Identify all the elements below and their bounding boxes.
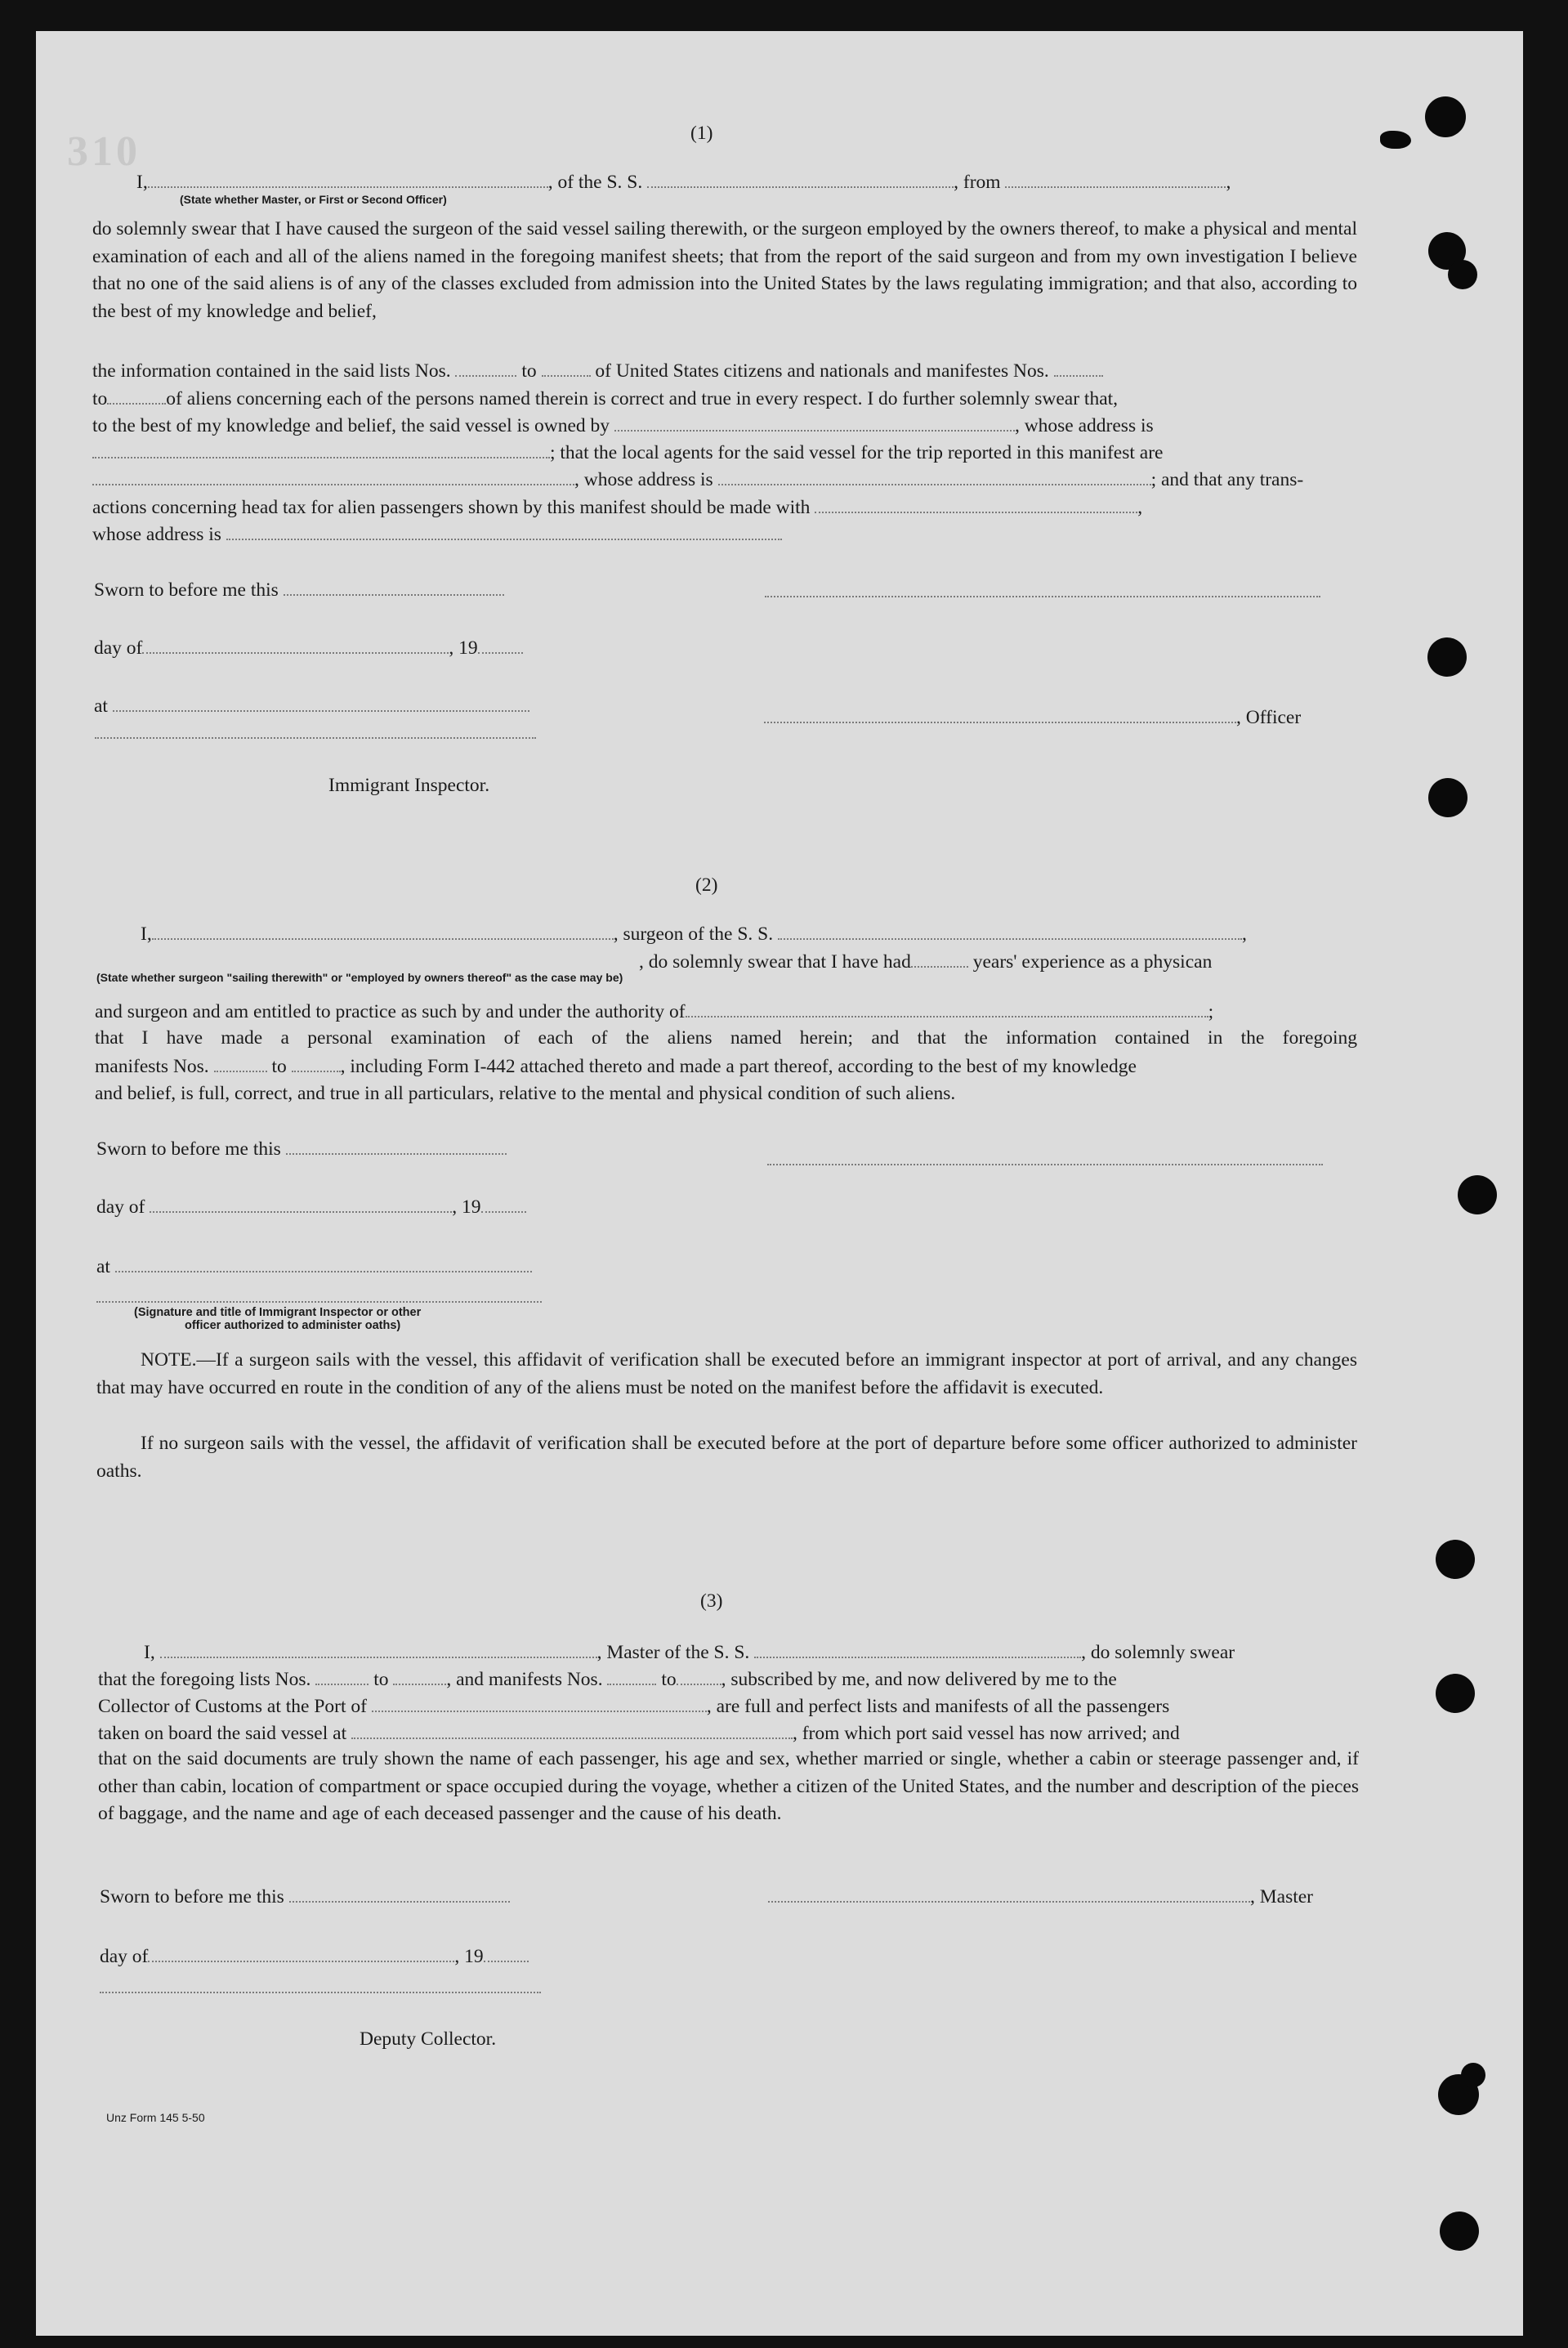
s2-line-6: and belief, is full, correct, and true in all particulars, relative to the mental and physical condition of such aliens. bbox=[95, 1083, 956, 1104]
s1-day-of-label: day of bbox=[94, 637, 143, 659]
s1-officer-label: , Officer bbox=[1236, 707, 1302, 728]
document-sheet bbox=[36, 31, 1523, 2336]
punch-hole bbox=[1380, 131, 1411, 149]
owner-field[interactable] bbox=[614, 429, 1015, 432]
s3-manifests-label: , and manifests Nos. bbox=[446, 1669, 603, 1690]
s1-at-label: at bbox=[94, 695, 108, 717]
s2-signature-note-1: (Signature and title of Immigrant Inspector or other bbox=[134, 1306, 422, 1319]
s3-sworn-label: Sworn to before me this bbox=[100, 1886, 284, 1907]
from-port-field[interactable] bbox=[1005, 186, 1226, 188]
s2-surgeon-signature-line[interactable] bbox=[767, 1164, 1323, 1165]
manifests-from-field[interactable] bbox=[1054, 374, 1103, 377]
s3-vessel-name-field[interactable] bbox=[754, 1656, 1081, 1658]
s3-subscribed-label: , subscribed by me, and now delivered by me to the bbox=[721, 1669, 1117, 1690]
manifests-to-field[interactable] bbox=[107, 402, 166, 405]
punch-hole bbox=[1458, 1175, 1497, 1214]
officer-name-field[interactable] bbox=[148, 186, 548, 188]
s2-month-field[interactable] bbox=[150, 1210, 452, 1213]
s1-to-label-2: to bbox=[92, 388, 108, 409]
s3-lists-complete-label: , are full and perfect lists and manifests of all the passengers bbox=[706, 1696, 1170, 1717]
s1-line-6 bbox=[92, 362, 1103, 382]
owner-address-field[interactable] bbox=[92, 456, 550, 458]
s1-line-7-text: of aliens concerning each of the persons named therein is correct and true in every respect. I do further solemnly swear that, bbox=[166, 388, 1119, 409]
s2-manifests-label: manifests Nos. bbox=[95, 1056, 209, 1077]
s3-lists-label: that the foregoing lists Nos. bbox=[98, 1669, 311, 1690]
s3-line-1 bbox=[144, 1644, 1235, 1663]
s1-agents-label: ; that the local agents for the said vessel for the trip reported in this manifest are bbox=[550, 442, 1164, 463]
s2-form-label: , including Form I-442 attached thereto and made a part thereof, according to the best of my knowledge bbox=[340, 1056, 1137, 1077]
agents-field[interactable] bbox=[92, 483, 574, 485]
head-tax-contact-field[interactable] bbox=[815, 511, 1137, 513]
s1-owner-address-label: , whose address is bbox=[1014, 415, 1154, 436]
s2-at-line bbox=[96, 1258, 532, 1277]
s3-line-3 bbox=[98, 1697, 1169, 1717]
authority-field[interactable] bbox=[686, 1015, 1208, 1017]
port-field[interactable] bbox=[372, 1710, 707, 1712]
s1-owned-by-label: to the best of my knowledge and belief, the said vessel is owned by bbox=[92, 415, 610, 436]
s3-master-line bbox=[768, 1888, 1313, 1907]
punch-hole bbox=[1425, 96, 1466, 137]
s2-swear-label: , do solemnly swear that I have had bbox=[639, 951, 911, 973]
s2-line-3: and surgeon and am entitled to practice as such by and under the authority of ; bbox=[95, 1001, 1214, 1022]
s3-sworn-date-field[interactable] bbox=[289, 1900, 510, 1903]
s3-master-label: , Master bbox=[1250, 1886, 1314, 1907]
punch-hole bbox=[1428, 778, 1467, 817]
s3-body-paragraph: that on the said documents are truly shown the name of each passenger, his age and sex, whether married or single, whether a cabin or steerage passenger and, if other than cabin, location of compartment or space occupied during the voyage, whether a citizen of the United States, and the number and description of the pieces of baggage, and the name and age of each deceased passenger and the cause of his death. bbox=[98, 1748, 1359, 1824]
s1-officer-line bbox=[764, 709, 1301, 728]
s1-place-field[interactable] bbox=[113, 709, 529, 712]
s3-master-of-label: , Master of the S. S. bbox=[596, 1642, 750, 1663]
s1-body-paragraph: do solemnly swear that I have caused the surgeon of the said vessel sailing therewith, or the surgeon employed by the owners thereof, to make a physical and mental examination of each and all of the aliens named in the foregoing manifest sheets; that from the report of the said surgeon and from my own investigation I believe that no one of the said aliens is of any of the classes excluded from admission into the United States by the laws regulating immigration; and that also, according to the best of my knowledge and belief, bbox=[92, 218, 1357, 322]
s3-day-line bbox=[100, 1948, 529, 1967]
s3-to-label: to bbox=[373, 1669, 389, 1690]
punch-hole bbox=[1461, 2063, 1485, 2087]
s1-day-line bbox=[94, 639, 523, 659]
s2-sworn-label: Sworn to before me this bbox=[96, 1138, 281, 1160]
s2-line-4: that I have made a personal examination of each of the aliens named herein; and that the information contained in the foregoing bbox=[95, 1027, 1357, 1049]
s3-line-2 bbox=[98, 1670, 1117, 1690]
s2-manifests-to-field[interactable] bbox=[292, 1070, 341, 1072]
s2-inspector-signature-line[interactable] bbox=[96, 1301, 542, 1303]
s2-day-line bbox=[96, 1198, 526, 1218]
s2-place-field[interactable] bbox=[115, 1270, 532, 1272]
s3-deputy-label: Deputy Collector. bbox=[360, 2028, 497, 2050]
s3-manifests-to-field[interactable] bbox=[677, 1683, 721, 1685]
s2-signature-note-2: officer authorized to administer oaths) bbox=[185, 1319, 401, 1332]
s1-officer-signature-line[interactable] bbox=[765, 596, 1320, 597]
section-2-heading: (2) bbox=[695, 874, 718, 896]
s3-swear-label: , do solemnly swear bbox=[1081, 1642, 1235, 1663]
s1-manifests-label: of United States citizens and nationals and manifestes Nos. bbox=[595, 360, 1049, 382]
s1-line-7 bbox=[92, 390, 1118, 409]
s2-year-prefix: , 19 bbox=[452, 1196, 481, 1218]
s3-lists-to-field[interactable] bbox=[393, 1683, 446, 1685]
punch-hole bbox=[1448, 260, 1477, 289]
s2-authority-label: and surgeon and am entitled to practice as such by and under the authority of bbox=[95, 1001, 686, 1022]
s1-whose-address-label: whose address is bbox=[92, 524, 221, 545]
s3-year-field[interactable] bbox=[484, 1960, 529, 1962]
s2-sworn-line bbox=[96, 1140, 507, 1160]
s1-sworn-date-field[interactable] bbox=[284, 593, 504, 596]
s2-sworn-date-field[interactable] bbox=[286, 1152, 507, 1155]
s1-line-9 bbox=[92, 444, 1163, 463]
s2-day-of-label: day of bbox=[96, 1196, 145, 1218]
s2-note-paragraph-1: NOTE.—If a surgeon sails with the vessel, this affidavit of verification shall be executed before an immigrant inspector at port of arrival, and any changes that may have occurred en route in the condition of any of the aliens must be noted on the manifest before the affidavit is executed. bbox=[96, 1349, 1357, 1398]
s2-years-label: years' experience as a physican bbox=[972, 951, 1213, 973]
s1-i-label: I, bbox=[136, 172, 148, 193]
s3-arrived-label: , from which port said vessel has now arrived; and bbox=[792, 1723, 1180, 1744]
s1-inspector-signature-line[interactable] bbox=[95, 737, 536, 739]
s3-lists-from-field[interactable] bbox=[315, 1683, 369, 1685]
s3-sworn-line bbox=[100, 1888, 510, 1907]
s1-sworn-label: Sworn to before me this bbox=[94, 579, 279, 601]
departure-port-field[interactable] bbox=[351, 1737, 793, 1739]
punch-hole bbox=[1440, 2212, 1479, 2251]
s1-at-line bbox=[94, 697, 529, 717]
s1-month-field[interactable] bbox=[142, 651, 449, 654]
s3-i-label: I, bbox=[144, 1642, 155, 1663]
agents-address-field[interactable] bbox=[718, 483, 1151, 485]
s3-month-field[interactable] bbox=[148, 1960, 454, 1962]
s3-manifests-from-field[interactable] bbox=[607, 1683, 656, 1685]
s3-collector-label: Collector of Customs at the Port of bbox=[98, 1696, 367, 1717]
section-3-heading: (3) bbox=[700, 1590, 723, 1612]
s3-deputy-signature-line[interactable] bbox=[100, 1992, 541, 1993]
lists-to-field[interactable] bbox=[542, 374, 591, 377]
s1-lists-label: the information contained in the said lists Nos. bbox=[92, 360, 451, 382]
s1-inspector-label: Immigrant Inspector. bbox=[328, 775, 490, 796]
s1-from-label: , from bbox=[954, 172, 1001, 193]
s2-surgeon-of-label: , surgeon of the S. S. bbox=[613, 924, 774, 945]
s2-vessel-name-field[interactable] bbox=[778, 937, 1242, 940]
s1-head-tax-label: ; and that any trans- bbox=[1150, 469, 1304, 490]
surgeon-name-field[interactable] bbox=[152, 937, 614, 940]
s1-sworn-line bbox=[94, 581, 504, 601]
vessel-name-field[interactable] bbox=[647, 186, 954, 188]
s2-i-label: I, bbox=[141, 924, 152, 945]
head-tax-address-field[interactable] bbox=[226, 538, 782, 540]
s2-to-label: to bbox=[271, 1056, 287, 1077]
s1-line-11: actions concerning head tax for alien passengers shown by this manifest should be made with , bbox=[92, 497, 1143, 518]
s1-transactions-label: actions concerning head tax for alien passengers shown by this manifest should be made with bbox=[92, 497, 811, 518]
s1-line-1: I, , of the S. S. , from , bbox=[136, 172, 1231, 193]
s1-line-8 bbox=[92, 417, 1154, 436]
form-number: Unz Form 145 5-50 bbox=[106, 2111, 205, 2124]
s2-surgeon-note: (State whether surgeon "sailing therewith" or "employed by owners thereof" as the case may be) bbox=[96, 971, 623, 984]
s3-taken-on-board-label: taken on board the said vessel at bbox=[98, 1723, 347, 1744]
master-name-field[interactable] bbox=[160, 1656, 597, 1658]
s1-line-10 bbox=[92, 471, 1303, 490]
s1-of-ss-label: , of the S. S. bbox=[547, 172, 643, 193]
s1-year-field[interactable] bbox=[478, 651, 523, 654]
s2-line-5 bbox=[95, 1058, 1137, 1077]
s2-manifests-from-field[interactable] bbox=[214, 1070, 267, 1072]
punch-hole bbox=[1436, 1674, 1475, 1713]
s3-year-prefix: , 19 bbox=[454, 1946, 484, 1967]
s2-at-label: at bbox=[96, 1256, 110, 1277]
s3-day-of-label: day of bbox=[100, 1946, 149, 1967]
punch-hole bbox=[1427, 637, 1467, 677]
section-1-heading: (1) bbox=[690, 123, 713, 144]
s3-line-4 bbox=[98, 1724, 1180, 1744]
punch-hole bbox=[1436, 1540, 1475, 1579]
s3-master-signature-field[interactable] bbox=[768, 1900, 1250, 1903]
s2-year-field[interactable] bbox=[481, 1210, 526, 1213]
s1-officer-title-field[interactable] bbox=[764, 721, 1236, 723]
s2-line-1: I, , surgeon of the S. S. , bbox=[141, 924, 1247, 945]
years-experience-field[interactable] bbox=[911, 965, 968, 968]
s1-year-prefix: , 19 bbox=[449, 637, 478, 659]
s1-officer-note: (State whether Master, or First or Second Officer) bbox=[180, 193, 447, 206]
s1-to-label: to bbox=[521, 360, 537, 382]
lists-from-field[interactable] bbox=[455, 374, 516, 377]
s1-agents-address-label: , whose address is bbox=[574, 469, 713, 490]
page-stamp: 310 bbox=[67, 128, 141, 175]
s2-line-2 bbox=[639, 953, 1212, 973]
s2-note-paragraph-2: If no surgeon sails with the vessel, the affidavit of verification shall be executed before at the port of departure before some officer authorized to administer oaths. bbox=[96, 1433, 1357, 1482]
s3-to-label-2: to bbox=[661, 1669, 677, 1690]
s1-line-12 bbox=[92, 526, 782, 545]
